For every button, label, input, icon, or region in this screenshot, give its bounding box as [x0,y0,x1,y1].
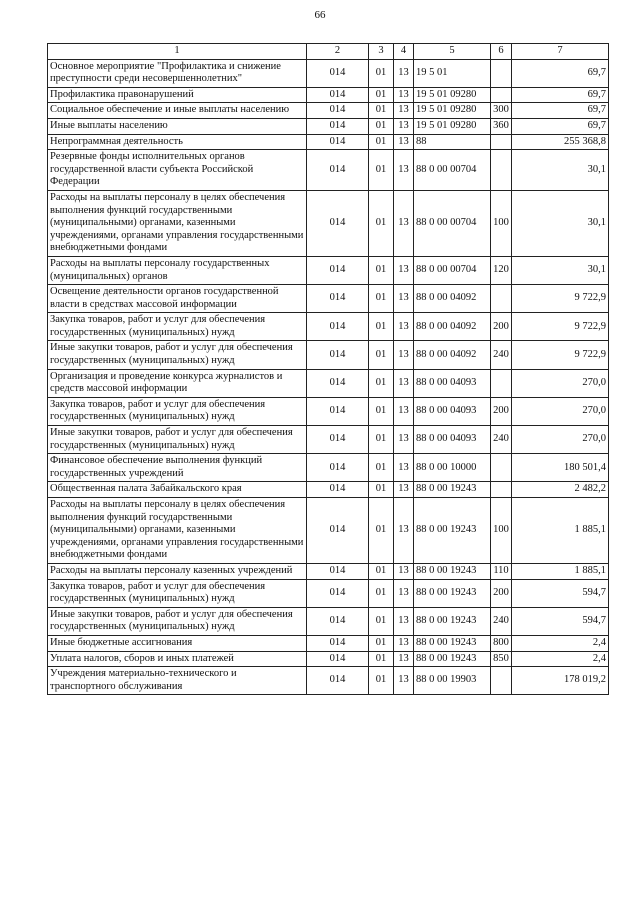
target-article-cell: 88 0 00 04092 [414,285,491,313]
budget-table [47,43,609,695]
table-row [48,482,609,498]
target-article-cell: 88 0 00 19243 [414,498,491,564]
row-name-cell: Иные выплаты населению [48,118,307,134]
table-row [48,563,609,579]
amount-cell: 1 885,1 [512,498,609,564]
section-cell: 01 [369,87,394,103]
amount-cell: 178 019,2 [512,667,609,695]
table-row [48,667,609,695]
subsection-cell: 13 [394,190,414,256]
subsection-cell: 13 [394,579,414,607]
grbs-cell: 014 [307,285,369,313]
section-cell: 01 [369,426,394,454]
amount-cell: 69,7 [512,87,609,103]
target-article-cell: 88 0 00 19243 [414,482,491,498]
amount-cell: 30,1 [512,256,609,284]
grbs-cell: 014 [307,87,369,103]
amount-cell: 69,7 [512,59,609,87]
subsection-cell: 13 [394,134,414,150]
page-number: 66 [314,9,326,21]
table-row [48,313,609,341]
subsection-cell: 13 [394,150,414,191]
grbs-cell: 014 [307,59,369,87]
table-row [48,285,609,313]
target-article-cell: 88 0 00 19243 [414,563,491,579]
section-cell: 01 [369,498,394,564]
section-cell: 01 [369,313,394,341]
target-article-cell: 88 0 00 19243 [414,579,491,607]
amount-cell: 30,1 [512,190,609,256]
row-name-cell: Основное мероприятие "Профилактика и снижение преступности среди несовершеннолетних" [48,59,307,87]
subsection-cell: 13 [394,454,414,482]
target-article-cell: 19 5 01 09280 [414,87,491,103]
grbs-cell: 014 [307,426,369,454]
table-row [48,341,609,369]
subsection-cell: 13 [394,256,414,284]
section-cell: 01 [369,607,394,635]
expense-type-cell [491,150,512,191]
amount-cell: 594,7 [512,607,609,635]
expense-type-cell [491,482,512,498]
amount-cell: 69,7 [512,118,609,134]
expense-type-cell [491,134,512,150]
row-name-cell: Расходы на выплаты персоналу в целях обеспечения выполнения функций государственными (муниципальными) органами, казенными учреждениями, органами управления государственными внебюджетными фондами [48,498,307,564]
table-row [48,150,609,191]
amount-cell: 9 722,9 [512,285,609,313]
subsection-cell: 13 [394,87,414,103]
amount-cell: 270,0 [512,369,609,397]
target-article-cell: 88 0 00 04092 [414,313,491,341]
target-article-cell: 88 0 00 04092 [414,341,491,369]
row-name-cell: Закупка товаров, работ и услуг для обеспечения государственных (муниципальных) нужд [48,397,307,425]
grbs-cell: 014 [307,397,369,425]
row-name-cell: Закупка товаров, работ и услуг для обеспечения государственных (муниципальных) нужд [48,579,307,607]
row-name-cell: Резервные фонды исполнительных органов государственной власти субъекта Российской Федерации [48,150,307,191]
row-name-cell: Организация и проведение конкурса журналистов и средств массовой информации [48,369,307,397]
subsection-cell: 13 [394,118,414,134]
grbs-cell: 014 [307,579,369,607]
section-cell: 01 [369,369,394,397]
target-article-cell: 88 0 00 19903 [414,667,491,695]
subsection-cell: 13 [394,482,414,498]
subsection-cell: 13 [394,607,414,635]
table-row [48,498,609,564]
subsection-cell: 13 [394,563,414,579]
subsection-cell: 13 [394,426,414,454]
table-row [48,454,609,482]
table-row [48,607,609,635]
subsection-cell: 13 [394,103,414,119]
target-article-cell: 88 0 00 10000 [414,454,491,482]
target-article-cell: 19 5 01 [414,59,491,87]
target-article-cell: 88 0 00 04093 [414,426,491,454]
table-row [48,397,609,425]
table-row [48,87,609,103]
header-cell: 6 [491,44,512,60]
table-row [48,369,609,397]
expense-type-cell: 200 [491,397,512,425]
subsection-cell: 13 [394,635,414,651]
expense-type-cell: 360 [491,118,512,134]
grbs-cell: 014 [307,607,369,635]
section-cell: 01 [369,397,394,425]
table-row [48,579,609,607]
section-cell: 01 [369,190,394,256]
row-name-cell: Расходы на выплаты персоналу государственных (муниципальных) органов [48,256,307,284]
expense-type-cell: 120 [491,256,512,284]
header-cell: 7 [512,44,609,60]
target-article-cell: 88 0 00 00704 [414,190,491,256]
row-name-cell: Иные бюджетные ассигнования [48,635,307,651]
section-cell: 01 [369,563,394,579]
expense-type-cell: 300 [491,103,512,119]
row-name-cell: Финансовое обеспечение выполнения функций государственных учреждений [48,454,307,482]
header-cell: 4 [394,44,414,60]
expense-type-cell [491,369,512,397]
grbs-cell: 014 [307,103,369,119]
expense-type-cell [491,59,512,87]
expense-type-cell [491,454,512,482]
target-article-cell: 19 5 01 09280 [414,118,491,134]
amount-cell: 180 501,4 [512,454,609,482]
grbs-cell: 014 [307,454,369,482]
row-name-cell: Иные закупки товаров, работ и услуг для обеспечения государственных (муниципальных) нужд [48,341,307,369]
subsection-cell: 13 [394,285,414,313]
table-row [48,426,609,454]
row-name-cell: Иные закупки товаров, работ и услуг для обеспечения государственных (муниципальных) нужд [48,607,307,635]
grbs-cell: 014 [307,369,369,397]
section-cell: 01 [369,482,394,498]
expense-type-cell: 240 [491,426,512,454]
target-article-cell: 88 0 00 19243 [414,635,491,651]
expense-type-cell [491,285,512,313]
header-cell: 5 [414,44,491,60]
amount-cell: 9 722,9 [512,313,609,341]
subsection-cell: 13 [394,397,414,425]
expense-type-cell: 800 [491,635,512,651]
row-name-cell: Закупка товаров, работ и услуг для обеспечения государственных (муниципальных) нужд [48,313,307,341]
grbs-cell: 014 [307,134,369,150]
amount-cell: 270,0 [512,426,609,454]
table-row [48,59,609,87]
target-article-cell: 88 0 00 00704 [414,256,491,284]
grbs-cell: 014 [307,635,369,651]
section-cell: 01 [369,59,394,87]
table-row [48,635,609,651]
amount-cell: 2,4 [512,635,609,651]
row-name-cell: Расходы на выплаты персоналу казенных учреждений [48,563,307,579]
amount-cell: 2 482,2 [512,482,609,498]
amount-cell: 69,7 [512,103,609,119]
subsection-cell: 13 [394,313,414,341]
table-body [48,59,609,695]
subsection-cell: 13 [394,651,414,667]
expense-type-cell: 100 [491,498,512,564]
subsection-cell: 13 [394,59,414,87]
subsection-cell: 13 [394,369,414,397]
grbs-cell: 014 [307,256,369,284]
grbs-cell: 014 [307,341,369,369]
amount-cell: 30,1 [512,150,609,191]
row-name-cell: Социальное обеспечение и иные выплаты населению [48,103,307,119]
header-row [48,44,609,60]
grbs-cell: 014 [307,190,369,256]
subsection-cell: 13 [394,667,414,695]
row-name-cell: Расходы на выплаты персоналу в целях обеспечения выполнения функций государственными (муниципальными) органами, казенными учреждениями, органами управления государственными внебюджетными фондами [48,190,307,256]
grbs-cell: 014 [307,482,369,498]
expense-type-cell: 240 [491,341,512,369]
grbs-cell: 014 [307,150,369,191]
section-cell: 01 [369,651,394,667]
target-article-cell: 88 0 00 19243 [414,651,491,667]
section-cell: 01 [369,635,394,651]
expense-type-cell: 200 [491,579,512,607]
grbs-cell: 014 [307,651,369,667]
target-article-cell: 88 0 00 19243 [414,607,491,635]
section-cell: 01 [369,285,394,313]
table-row [48,118,609,134]
expense-type-cell [491,667,512,695]
expense-type-cell: 200 [491,313,512,341]
grbs-cell: 014 [307,667,369,695]
header-cell: 2 [307,44,369,60]
row-name-cell: Профилактика правонарушений [48,87,307,103]
amount-cell: 594,7 [512,579,609,607]
amount-cell: 2,4 [512,651,609,667]
expense-type-cell: 100 [491,190,512,256]
expense-type-cell: 850 [491,651,512,667]
section-cell: 01 [369,667,394,695]
subsection-cell: 13 [394,341,414,369]
section-cell: 01 [369,103,394,119]
grbs-cell: 014 [307,313,369,341]
amount-cell: 255 368,8 [512,134,609,150]
section-cell: 01 [369,150,394,191]
target-article-cell: 88 0 00 04093 [414,369,491,397]
amount-cell: 270,0 [512,397,609,425]
header-cell: 3 [369,44,394,60]
subsection-cell: 13 [394,498,414,564]
table-row [48,651,609,667]
grbs-cell: 014 [307,563,369,579]
table-row [48,103,609,119]
amount-cell: 9 722,9 [512,341,609,369]
table-row [48,134,609,150]
grbs-cell: 014 [307,118,369,134]
row-name-cell: Учреждения материально-технического и транспортного обслуживания [48,667,307,695]
amount-cell: 1 885,1 [512,563,609,579]
header-cell: 1 [48,44,307,60]
section-cell: 01 [369,341,394,369]
row-name-cell: Общественная палата Забайкальского края [48,482,307,498]
section-cell: 01 [369,134,394,150]
section-cell: 01 [369,118,394,134]
expense-type-cell [491,87,512,103]
expense-type-cell: 240 [491,607,512,635]
row-name-cell: Непрограммная деятельность [48,134,307,150]
section-cell: 01 [369,454,394,482]
grbs-cell: 014 [307,498,369,564]
row-name-cell: Уплата налогов, сборов и иных платежей [48,651,307,667]
target-article-cell: 88 0 00 04093 [414,397,491,425]
section-cell: 01 [369,579,394,607]
row-name-cell: Иные закупки товаров, работ и услуг для обеспечения государственных (муниципальных) нужд [48,426,307,454]
target-article-cell: 19 5 01 09280 [414,103,491,119]
section-cell: 01 [369,256,394,284]
table-row [48,190,609,256]
row-name-cell: Освещение деятельности органов государственной власти в средствах массовой информации [48,285,307,313]
target-article-cell: 88 [414,134,491,150]
target-article-cell: 88 0 00 00704 [414,150,491,191]
table-row [48,256,609,284]
expense-type-cell: 110 [491,563,512,579]
